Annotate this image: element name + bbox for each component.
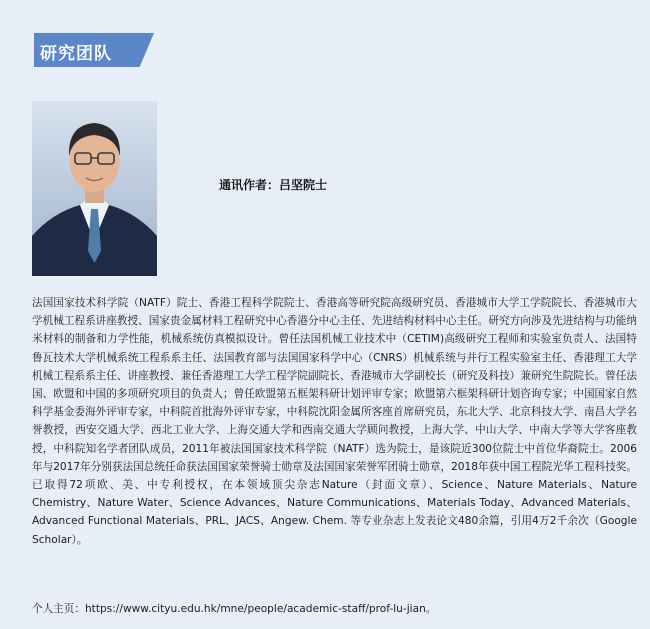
corresponding-author: [219, 176, 327, 193]
homepage-line: 个人主页：https://www.cityu.edu.hk/mne/people/academic-staff/prof-lu-jian。: [32, 603, 437, 615]
author-bio: 法国国家技术科学院（NATF）院士、香港工程科学院院士、香港高等研究院高级研究员、香港城市大学工学院院长、香港城市大学机械工程系讲座教授、国家贵金属材料工程研究中心香港分中心主任、先进结构材料中心主任。研究方向涉及先进结构与功能纳米材料的制备和力学性能，机械系统仿真模拟设计。曾任法国机械工业技术中（CETIM)高级研究工程师和实验室负责人、法国特鲁瓦技术大学机械系统工程系系主任、法国教育部与法国国家科学中心（CNRS）机械系统与并行工程实验室主任、香港理工大学机械工程系系主任、讲座教授、兼任香港理工大学工程学院副院长、香港城市大学副校长（研究及科技）兼研究生院院长。曾任法国、欧盟和中国的多项研究项目的负责人；曾任欧盟第五框架科研计划评审专家；欧盟第六框架科研计划咨询专家；中国国家自然科学基金委海外评审专家，中科院首批海外评审专家，中科院沈阳金属所客座首席研究员，东北大学、北京科技大学、南昌大学名誉教授，西安交通大学、西北工业大学、上海交通大学和西南交通大学顾问教授，上海大学、中山大学、中南大学等大学客座教授，中科院知名学者团队成员，2011年被法国国家技术科学院（NATF）选为院士，是该院近300位院士中首位华裔院士。2006年与2017年分别获法国总统任命获法国国家荣誉骑士勋章及法国国家荣誉军团骑士勋章，2018年获中国工程院光华工程科技奖。已取得72项欧、美、中专利授权，在本领域顶尖杂志Nature（封面文章）、Science、Nature Materials、Nature Chemistry、Nature Water、Science Advances、Nature Communications、Materials Today、Advanced Materials、Advanced Functional Materials、PRL、JACS、Angew. Chem. 等专业杂志上发表论文480余篇，引用4万2千余次（Google Scholar）。: [32, 297, 637, 546]
author-name: 吕坚院士: [279, 178, 328, 192]
author-portrait: [32, 101, 157, 276]
author-label: 通讯作者：: [219, 178, 280, 192]
section-title: 研究团队: [40, 44, 112, 64]
